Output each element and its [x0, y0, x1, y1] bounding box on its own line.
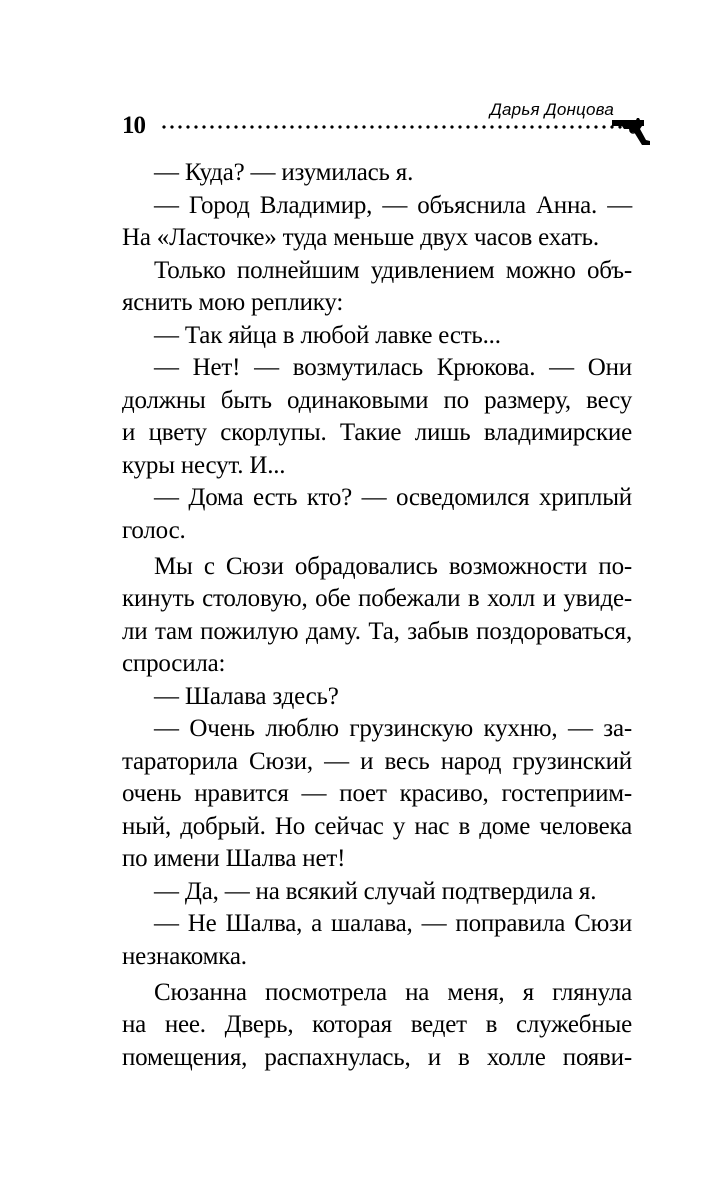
text-line: тараторила Сюзи, — и весь народ грузинский: [122, 747, 632, 775]
book-page-text: [122, 157, 632, 1074]
text-line: — Куда? — изумилась я.: [154, 159, 414, 186]
running-header: [122, 100, 652, 146]
text-line: по имени Шалва нет!: [122, 845, 346, 872]
text-line: ли там пожилую даму. Та, забыв поздороваться,: [122, 617, 632, 645]
text-line: незнакомка.: [122, 942, 247, 970]
text-line: — Да, — на всякий случай подтвердила я.: [154, 877, 597, 905]
text-line: очень нравится — поет красиво, гостеприим-: [122, 780, 632, 807]
text-line: — Город Владимир, — объяснила Анна. —: [154, 191, 632, 219]
text-line: — Нет! — возмутилась Крюкова. — Они: [154, 354, 632, 381]
text-line: Мы с Сюзи обрадовались возможности по-: [154, 552, 632, 580]
text-line: должны быть одинаковыми по размеру, весу: [122, 386, 632, 414]
author-name: Дарья Донцова: [489, 100, 614, 119]
text-line: и цвету скорлупы. Такие лишь владимирские: [122, 419, 632, 446]
page-number: 10: [122, 112, 145, 139]
text-line: — Шалава здесь?: [154, 682, 339, 710]
text-line: ный, добрый. Но сейчас у нас в доме человека: [122, 812, 632, 840]
text-line: — Так яйца в любой лавке есть...: [154, 321, 501, 349]
text-line: яснить мою реплику:: [122, 289, 344, 316]
text-line: Сюзанна посмотрела на меня, я глянула: [154, 978, 632, 1006]
text-line: — Очень люблю грузинскую кухню, — за-: [154, 715, 632, 742]
revolver-icon: [612, 114, 652, 146]
text-line: — Дома есть кто? — осведомился хриплый: [154, 484, 632, 511]
text-line: голос.: [122, 516, 186, 544]
dotted-leader: [160, 125, 630, 129]
text-line: спросила:: [122, 650, 226, 677]
text-line: На «Ласточке» туда меньше двух часов ехать.: [122, 224, 599, 251]
text-line: — Не Шалва, а шалава, — поправила Сюзи: [154, 910, 632, 937]
text-line: куры несут. И...: [122, 451, 286, 479]
text-line: на нее. Дверь, которая ведет в служебные: [122, 1011, 632, 1038]
text-line: помещения, распахнулась, и в холле появи-: [122, 1043, 632, 1071]
text-line: Только полнейшим удивлением можно объ-: [154, 256, 632, 284]
text-line: кинуть столовую, обе побежали в холл и увиде-: [122, 585, 632, 612]
